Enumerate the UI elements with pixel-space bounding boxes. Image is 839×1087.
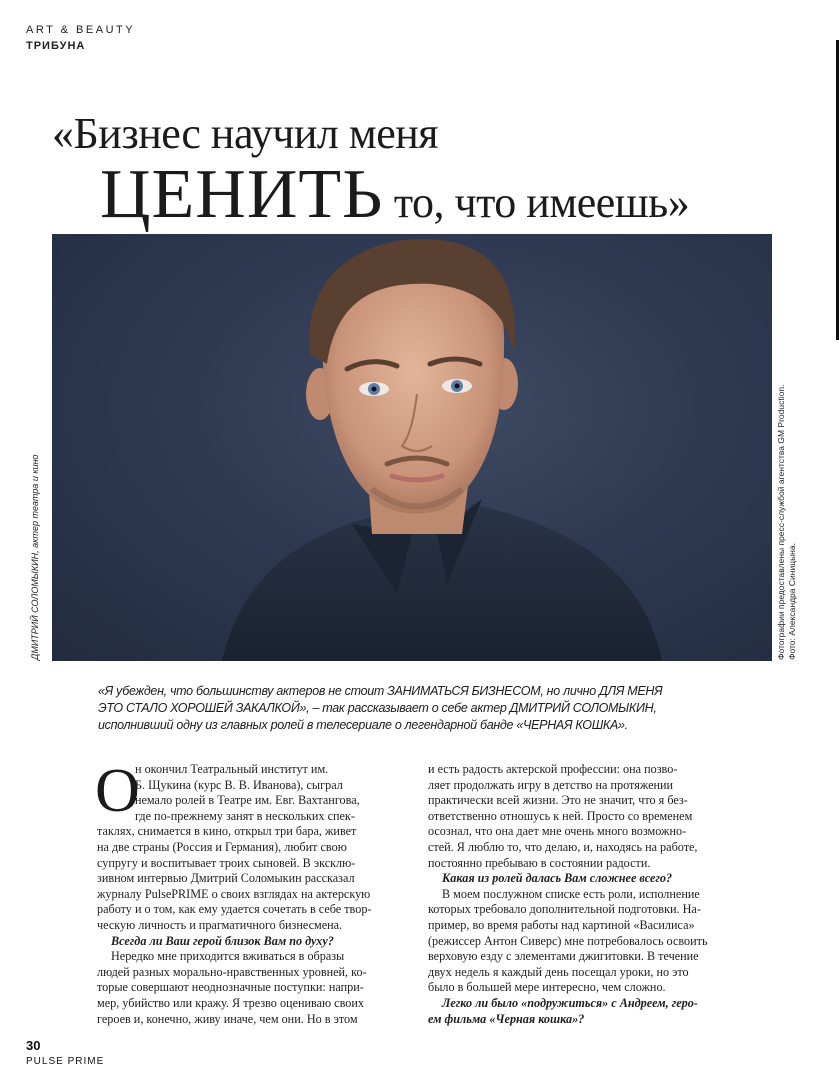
body-line: немало ролей в Театре им. Евг. Вахтангова, [135,793,360,808]
body-line: героев и, конечно, живу иначе, чем они. Но в этом [97,1011,358,1026]
body-line: где по-прежнему занят в нескольких спек- [135,808,355,823]
body-line: (режиссер Антон Сиверс) мне потребовалось освоить [428,933,708,948]
lead-line-1: «Я убежден, что большинству актеров не стоит ЗАНИМАТЬСЯ БИЗНЕСОМ, но лично ДЛЯ МЕНЯ [98,684,663,698]
body-line: на две страны (Россия и Германия), любит свою [97,839,347,854]
section-label: ART & BEAUTY [26,24,136,36]
body-line: Нередко мне приходится вживаться в образы [111,949,345,964]
article-column-right [428,762,728,1027]
dropcap-letter: О [95,757,140,825]
body-line: двух недель я каждый день посещал уроки, но это [428,964,689,979]
magazine-name: PULSE PRIME [26,1056,105,1067]
body-line: стей. Я люблю то, что делаю, и, находясь на работе, [428,839,698,854]
body-line: ляет продолжать игру в детство на протяжении [428,777,674,792]
portrait-illustration [52,234,772,661]
body-line: торые совершают неоднозначные поступки: напри- [97,980,364,995]
body-line: практически всей жизни. Это не значит, что я без- [428,793,688,808]
body-line: постоянно пребываю в состоянии радости. [428,855,651,870]
body-line: зивном интервью Дмитрий Соломыкин рассказал [97,871,355,886]
portrait-photo [52,234,772,661]
interview-question: Всегда ли Ваш герой близок Вам по духу? [111,933,334,948]
body-line: таклях, снимается в кино, открыл три бара, живет [97,824,357,839]
body-line: работу и о том, как ему удается сочетать в себе твор- [97,902,372,917]
lead-paragraph [98,683,748,734]
rubric-label: ТРИБУНА [26,40,86,52]
body-line: верховую езду с элементами джигитовки. В течение [428,949,699,964]
headline-big-word: ЦЕНИТЬ [100,156,384,233]
body-line: журналу PulsePRIME о своих взглядах на актерскую [97,886,371,901]
page-number: 30 [26,1038,41,1053]
body-line: было в большей мере интересно, чем сложно. [428,980,666,995]
body-line: и есть радость актерской профессии: она позво- [428,762,678,776]
body-line: н окончил Театральный институт им. [135,762,329,776]
body-line: пример, во время работы над картиной «Василиса» [428,917,695,932]
body-line: В моем послужном списке есть роли, исполнение [442,886,700,901]
photo-caption: ДМИТРИЙ СОЛОМЫКИН, актер театра и кино [30,454,40,660]
lead-line-3: исполнивший одну из главных ролей в телесериале о легендарной банде «ЧЕРНАЯ КОШКА». [98,718,628,732]
article-column-left [95,757,397,1027]
body-line: которых требовало дополнительной подготовки. На- [428,902,701,917]
dropcap-block [95,757,397,825]
headline-line-2-rest: то, что имеешь» [383,178,690,227]
body-line: ответственно отношусь к ней. Просто со временем [428,808,693,823]
body-line: мер, убийство или кражу. Я трезво оцениваю своих [97,995,364,1010]
body-line: ческую личность и прагматичного бизнесмена. [97,917,343,932]
interview-question: ем фильма «Черная кошка»? [428,1011,585,1026]
headline-line-1: «Бизнес научил меня [52,109,439,158]
body-line: осознал, что она дает мне очень много возможно- [428,824,687,839]
body-line: супругу и воспитывает троих сыновей. В эксклю- [97,855,356,870]
photo-credit-line-2: Фото: Александра Синицына. [787,543,797,660]
interview-question: Какая из ролей далась Вам сложнее всего? [442,871,673,886]
body-line: людей разных морально-нравственных уровней, ко- [97,964,367,979]
lead-line-2: ЭТО СТАЛО ХОРОШЕЙ ЗАКАЛКОЙ», – так рассказывает о себе актер ДМИТРИЙ СОЛОМЫКИН, [98,701,657,715]
body-line: Б. Щукина (курс В. В. Иванова), сыграл [135,777,343,792]
photo-credit-line-1: Фотографии предоставлены пресс-службой агентства GM Production. [776,384,786,660]
headline-line-2 [100,156,690,233]
photo-credit [776,340,798,660]
interview-question: Легко ли было «подружиться» с Андреем, геро- [442,995,698,1010]
